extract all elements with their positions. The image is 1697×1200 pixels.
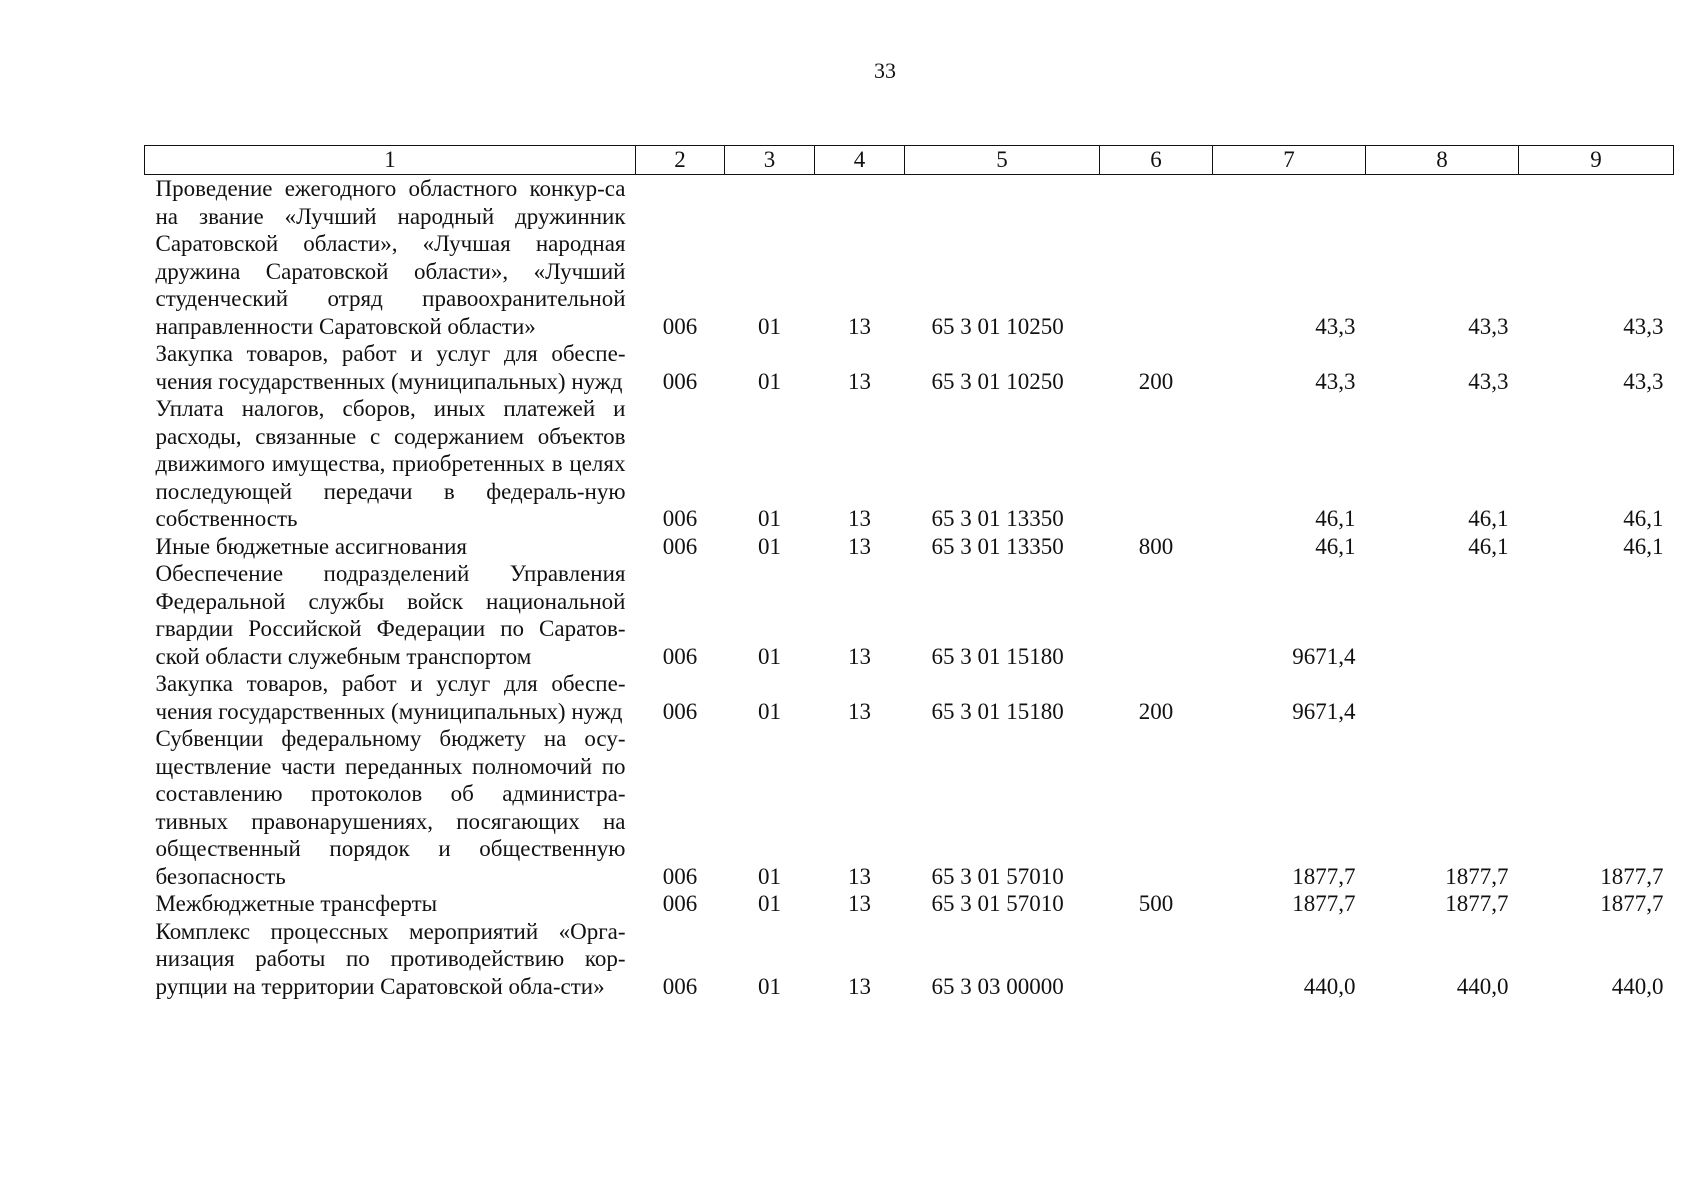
cell-section: 01 [758,643,781,669]
row-name: Иные бюджетные ассигнования [155,533,467,559]
cell-amount-col9: 46,1 [1623,506,1664,531]
cell-amount-col8: 46,1 [1468,506,1509,531]
column-header: 3 [725,146,815,175]
cell-amount-col8: 43,3 [1468,368,1509,394]
cell-department: 006 [662,533,698,559]
cell-expense-type [1100,918,1213,1001]
cell-amount-col7: 9671,4 [1292,643,1356,669]
cell-expense-type: 200 [1138,698,1174,724]
cell-target-code: 65 3 01 13350 [931,533,1064,559]
row-name: Проведение ежегодного областного конкур-са на звание «Лучший народный дружинник Саратовской области», «Лучшая народная дружина Саратовской области», «Лучший студенческий отряд правоохранительной направленности Саратовской области» [155,176,626,339]
cell-amount-col7: 46,1 [1315,506,1356,531]
cell-subsection: 13 [848,368,871,394]
cell-section: 01 [758,313,781,339]
table-row [145,340,1674,395]
cell-amount-col9: 1877,7 [1600,863,1664,889]
cell-expense-type: 500 [1138,891,1174,916]
cell-target-code: 65 3 01 57010 [931,863,1064,889]
row-name: Уплата налогов, сборов, иных платежей и расходы, связанные с содержанием объектов движимого имущества, приобретенных в целях последующей передачи в федераль-ную собственность [155,396,626,531]
table-row [145,560,1674,670]
column-header: 8 [1366,146,1519,175]
column-header: 6 [1100,146,1213,175]
cell-amount-col9: 1877,7 [1600,891,1664,916]
cell-section: 01 [758,698,781,724]
cell-subsection: 13 [848,863,871,889]
cell-subsection: 13 [848,506,871,531]
cell-section: 01 [758,863,781,889]
cell-amount-col8 [1366,670,1519,725]
cell-amount-col8: 1877,7 [1445,891,1509,916]
cell-expense-type: 800 [1138,533,1174,559]
cell-amount-col9: 43,3 [1623,313,1664,339]
cell-department: 006 [662,313,698,339]
budget-table [144,145,1674,1000]
cell-section: 01 [758,973,781,999]
cell-subsection: 13 [848,533,871,559]
cell-amount-col7: 46,1 [1315,533,1356,559]
cell-expense-type: 200 [1138,368,1174,394]
budget-table-container [144,145,1673,1000]
page-number: 33 [874,58,896,83]
cell-amount-col7: 440,0 [1303,973,1356,999]
cell-subsection: 13 [848,891,871,916]
cell-amount-col8 [1366,560,1519,670]
cell-target-code: 65 3 01 57010 [931,891,1064,916]
cell-subsection: 13 [848,313,871,339]
cell-amount-col9: 46,1 [1623,533,1664,559]
cell-amount-col9 [1519,560,1674,670]
row-name: Субвенции федеральному бюджету на осу-ществление части переданных полномочий по составлению протоколов об администра-тивных правонарушениях, посягающих на общественный порядок и общественную безопасность [155,726,626,889]
cell-expense-type [1100,560,1213,670]
column-header: 5 [905,146,1100,175]
cell-section: 01 [758,368,781,394]
cell-department: 006 [662,863,698,889]
cell-target-code: 65 3 01 15180 [931,698,1064,724]
cell-amount-col7: 43,3 [1315,313,1356,339]
cell-subsection: 13 [848,643,871,669]
cell-amount-col8: 46,1 [1468,533,1509,559]
cell-target-code: 65 3 01 15180 [931,643,1064,669]
cell-department: 006 [662,368,698,394]
cell-subsection: 13 [848,973,871,999]
cell-department: 006 [662,506,698,531]
row-name: Межбюджетные трансферты [155,891,438,916]
cell-amount-col7: 1877,7 [1292,863,1356,889]
cell-amount-col9 [1519,670,1674,725]
cell-amount-col7: 43,3 [1315,368,1356,394]
cell-expense-type [1100,395,1213,533]
cell-amount-col9: 440,0 [1611,973,1664,999]
cell-section: 01 [758,506,781,531]
cell-section: 01 [758,533,781,559]
table-row [145,175,1674,341]
cell-department: 006 [662,698,698,724]
row-name: Закупка товаров, работ и услуг для обеспе-чения государственных (муниципальных) нужд [155,671,626,724]
cell-amount-col7: 1877,7 [1292,891,1356,916]
column-header: 2 [636,146,725,175]
cell-target-code: 65 3 01 10250 [931,313,1064,339]
column-header: 9 [1519,146,1674,175]
row-name: Комплекс процессных мероприятий «Орга-низация работы по противодействию кор-рупции на территории Саратовской обла-сти» [155,918,626,999]
table-body [145,175,1674,1001]
cell-target-code: 65 3 01 13350 [931,506,1064,531]
cell-amount-col9: 43,3 [1623,368,1664,394]
table-row [145,533,1674,561]
cell-department: 006 [662,643,698,669]
column-header: 7 [1213,146,1366,175]
cell-department: 006 [662,891,698,916]
cell-target-code: 65 3 01 10250 [931,368,1064,394]
column-header: 1 [145,146,636,175]
cell-section: 01 [758,891,781,916]
cell-expense-type [1100,175,1213,341]
table-row [145,725,1674,890]
cell-amount-col8: 1877,7 [1445,863,1509,889]
table-row [145,890,1674,918]
cell-amount-col8: 43,3 [1468,313,1509,339]
table-header-row [145,146,1674,175]
cell-subsection: 13 [848,698,871,724]
cell-target-code: 65 3 03 00000 [931,973,1064,999]
cell-department: 006 [662,973,698,999]
cell-amount-col8: 440,0 [1456,973,1509,999]
table-row [145,918,1674,1001]
row-name: Закупка товаров, работ и услуг для обеспе-чения государственных (муниципальных) нужд [155,341,626,394]
cell-amount-col7: 9671,4 [1292,698,1356,724]
table-row [145,670,1674,725]
cell-expense-type [1100,725,1213,890]
column-header: 4 [815,146,905,175]
table-row [145,395,1674,533]
row-name: Обеспечение подразделений Управления Федеральной службы войск национальной гвардии Российской Федерации по Саратов-ской области служебным транспортом [155,561,626,669]
